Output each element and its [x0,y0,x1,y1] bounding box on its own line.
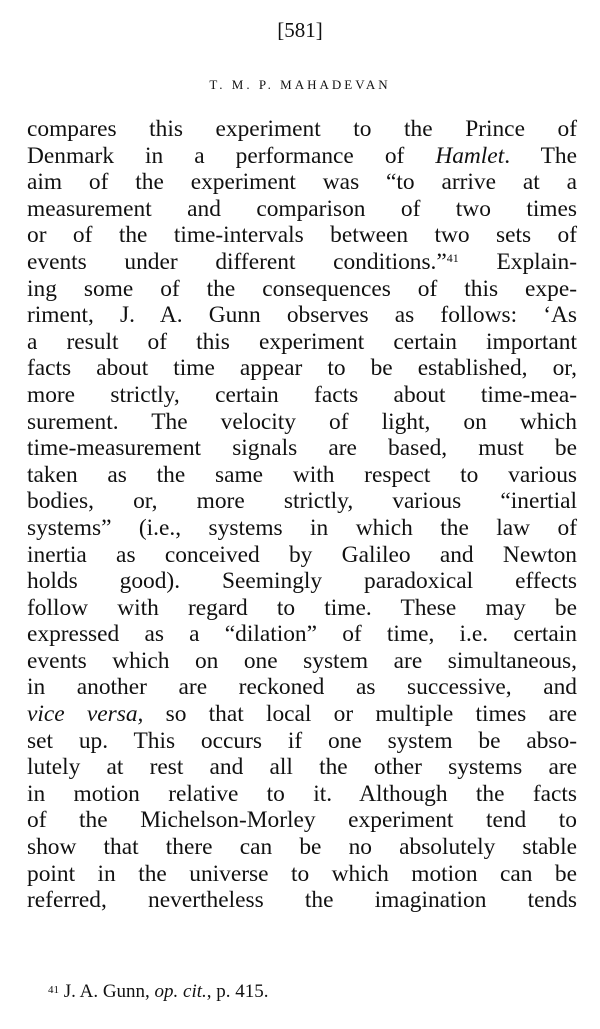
page-number: [581] [277,18,323,42]
text-line-24: set up. This occurs if one system be abso- [27,727,577,754]
text-line-27: of the Michelson-Morley experiment tend to [27,807,577,834]
running-head: T. M. P. MAHADEVAN [209,77,391,92]
footnote-marker: 41 [48,984,59,996]
text-line-5: or of the time-intervals between two sets of [27,222,577,249]
text-line-7: ing some of the consequences of this expe- [27,275,577,302]
text-line-2-start: Denmark in a performance of [27,142,436,169]
text-line-29: point in the universe to which motion can be [27,860,577,887]
text-line-10: facts about time appear to be established, or, [27,355,577,382]
text-line-11: more strictly, certain facts about time-mea- [27,381,577,408]
vice-versa: vice versa, [27,701,144,728]
text-line-12: surement. The velocity of light, on which [27,408,577,435]
text-line-25: lutely at rest and all the other systems are [27,754,577,781]
text-line-2-end: . The [504,142,577,169]
text-line-21: events which on one system are simultaneous, [27,647,577,674]
footnote-reference: 41 [446,250,459,265]
hamlet-title: Hamlet [435,142,505,169]
text-line-9: a result of this experiment certain important [27,328,577,355]
text-line-20: expressed as a “dilation” of time, i.e. certain [27,621,577,648]
text-line-23-end: so that local or multiple times are [143,701,577,728]
text-line-6-start: events under different conditions.” [27,248,447,275]
text-line-2 [27,143,577,170]
text-line-30: referred, nevertheless the imagination tends [27,887,577,914]
text-line-16: systems” (i.e., systems in which the law of [27,514,577,541]
footnote-page: , p. 415. [206,981,269,1002]
text-line-6 [27,249,577,276]
text-line-4: measurement and comparison of two times [27,195,577,222]
text-line-19: follow with regard to time. These may be [27,594,577,621]
text-line-28: show that there can be no absolutely stable [27,834,577,861]
text-line-1: compares this experiment to the Prince of [27,116,577,142]
text-line-23 [27,701,577,728]
text-line-15: bodies, or, more strictly, various “inertial [27,488,577,515]
text-line-8: riment, J. A. Gunn observes as follows: ‘As [27,302,577,329]
footnote-op-cit: op. cit. [154,981,207,1002]
text-line-17: inertia as conceived by Galileo and Newton [27,541,577,568]
text-line-6-end: Explain- [458,248,578,275]
text-line-18: holds good). Seemingly paradoxical effects [27,568,577,595]
text-line-14: taken as the same with respect to various [27,461,577,488]
text-line-13: time-measurement signals are based, must be [27,435,577,462]
text-line-3: aim of the experiment was “to arrive at a [27,169,577,196]
body-text [27,116,577,914]
footnote [48,980,269,1004]
footnote-author: J. A. Gunn, [59,981,155,1002]
text-line-22: in another are reckoned as successive, and [27,674,577,701]
text-line-26: in motion relative to it. Although the facts [27,780,577,807]
